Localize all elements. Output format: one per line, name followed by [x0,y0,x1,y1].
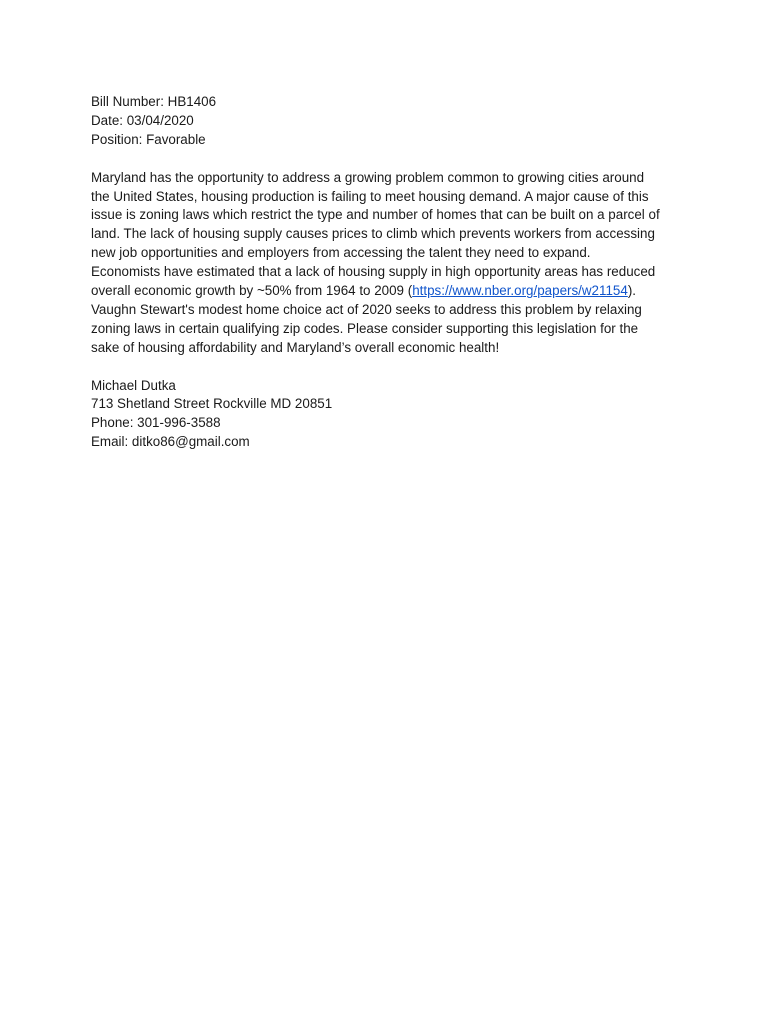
body-line: sake of housing affordability and Maryland’s overall economic health! [91,339,500,355]
spacer [91,358,691,377]
body-line: Vaughn Stewart's modest home choice act of 2020 seeks to address this problem by relaxing [91,301,642,317]
signer-phone: Phone: 301-996-3588 [91,415,221,431]
signer-name: Michael Dutka [91,377,176,393]
body-paragraph [91,169,691,358]
body-line: zoning laws in certain qualifying zip codes. Please consider supporting this legislation for the [91,320,639,336]
signer-address: 713 Shetland Street Rockville MD 20851 [91,396,333,412]
letter-content [91,93,691,452]
signer-email: Email: ditko86@gmail.com [91,434,250,450]
position: Position: Favorable [91,131,206,147]
date: Date: 03/04/2020 [91,112,194,128]
body-line: Economists have estimated that a lack of housing supply in high opportunity areas has reduced [91,264,656,280]
body-line: land. The lack of housing supply causes prices to climb which prevents workers from accessing [91,226,655,242]
body-line-prefix: overall economic growth by ~50% from 1964 to 2009 ( [91,283,413,299]
body-line: the United States, housing production is failing to meet housing demand. A major cause of this [91,188,649,204]
spacer [91,150,691,169]
body-line-with-link [91,282,691,301]
body-line-suffix: ). [627,283,636,299]
bill-number: Bill Number: HB1406 [91,94,217,109]
body-line: new job opportunities and employers from accessing the talent they need to expand. [91,245,591,261]
body-line: issue is zoning laws which restrict the type and number of homes that can be built on a parcel of [91,207,660,223]
header-block [91,93,691,150]
signature-block [91,377,691,453]
body-line: Maryland has the opportunity to address a growing problem common to growing cities around [91,169,645,185]
nber-paper-link[interactable]: https://www.nber.org/papers/w21154 [412,283,628,299]
